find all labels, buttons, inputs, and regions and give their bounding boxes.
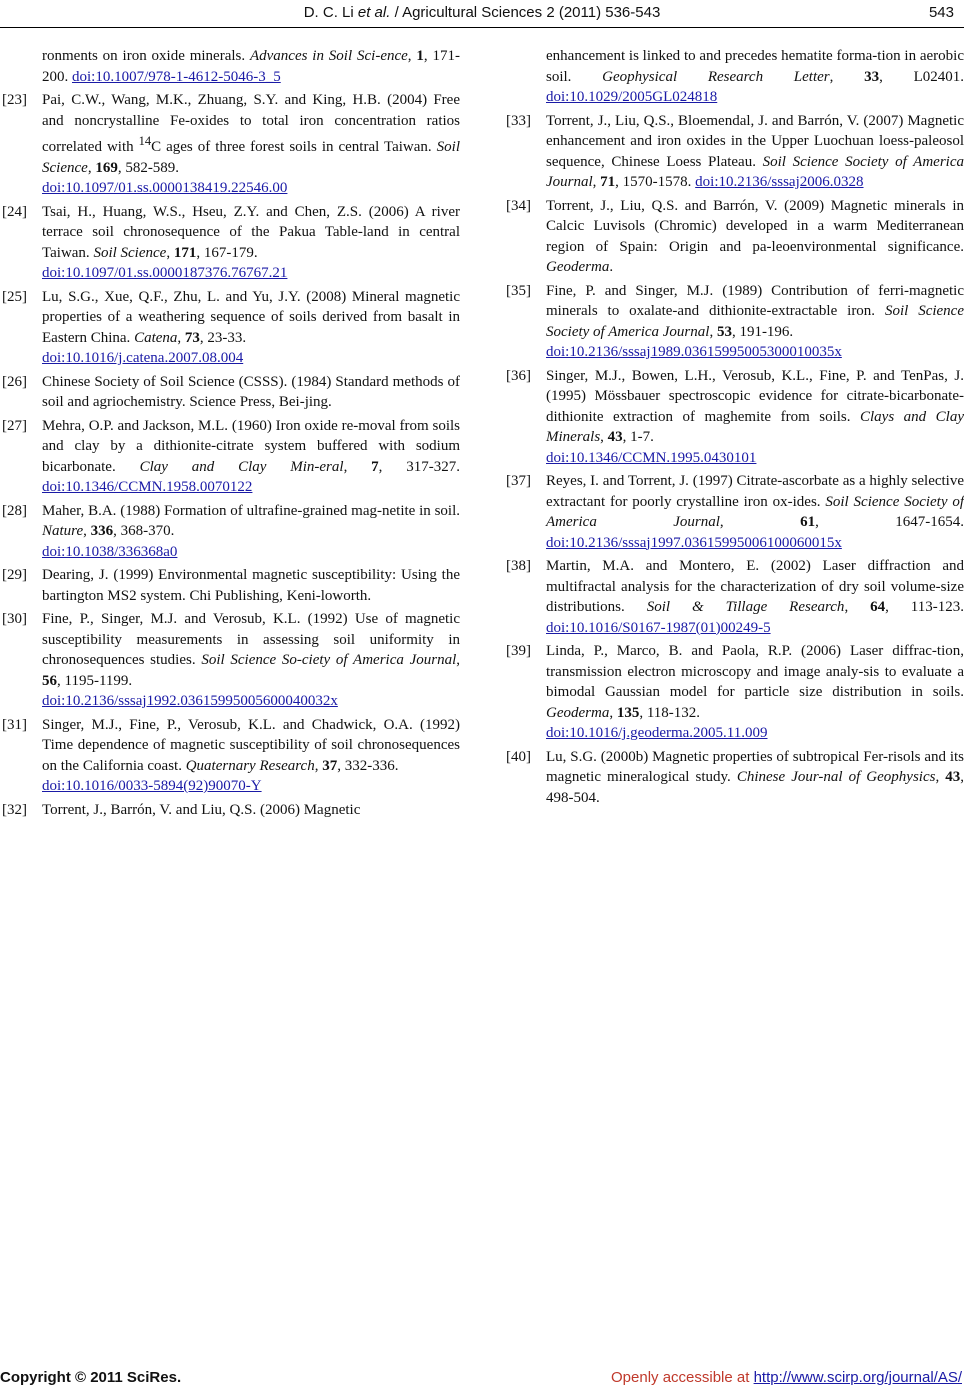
ref-journal: Soil Science <box>93 244 167 261</box>
ref-pages: , 582-589. <box>117 159 180 176</box>
right-column <box>506 46 964 811</box>
reference-item <box>506 366 964 469</box>
ref-text: Chinese Society of Soil Science (CSSS). (1984) Standard methods of soil and agriochemistry. Science Press, Bei-jing. <box>42 373 460 410</box>
header-journal: / Agricultural Sciences 2 (2011) 536-543 <box>394 4 661 21</box>
reference-item <box>2 715 460 797</box>
reference-item <box>2 287 460 369</box>
ref-pages: , 23-33. <box>199 329 247 346</box>
reference-number: [29] <box>2 567 27 583</box>
ref-sep: , <box>844 599 871 615</box>
reference-item <box>506 196 964 278</box>
ref-pages: , 1-7. <box>622 429 654 445</box>
ref-text: Dearing, J. (1999) Environmental magnetic susceptibility: Using the bartington MS2 system. Chi Publishing, Keni-loworth. <box>42 567 460 604</box>
ref-sep: , <box>600 429 608 445</box>
ref-pages: , 118-132. <box>639 704 701 721</box>
reference-number: [25] <box>2 288 27 305</box>
ref-text: C ages of three forest soils in central Taiwan. <box>151 139 437 155</box>
ref-text: Fine, P. and Singer, M.J. (1989) Contribution of ferri-magnetic minerals to oxalate-and dithionite-extractable iron. <box>546 282 964 319</box>
reference-number: [37] <box>506 473 531 489</box>
ref-volume: 33 <box>864 68 880 85</box>
ref-pages: , 167-179. <box>196 244 258 261</box>
ref-sep: , <box>343 458 372 475</box>
header-authors: D. C. Li <box>303 4 354 21</box>
doi-link[interactable]: doi:10.2136/sssaj2006.0328 <box>695 174 864 190</box>
ref-pages: , 317-327. <box>378 458 461 475</box>
ref-journal: Quaternary Research <box>185 757 315 774</box>
doi-link[interactable]: doi:10.2136/sssaj1997.03615995006100060015x <box>546 534 842 551</box>
doi-link[interactable]: doi:10.2136/sssaj1992.03615995005600040032x <box>42 693 338 709</box>
doi-link[interactable]: doi:10.1346/CCMN.1995.0430101 <box>546 449 757 466</box>
doi-link[interactable]: doi:10.1007/978-1-4612-5046-3_5 <box>72 68 281 85</box>
doi-link[interactable]: doi:10.1029/2005GL024818 <box>546 89 718 105</box>
doi-link[interactable]: doi:10.1016/0033-5894(92)90070-Y <box>42 778 262 794</box>
reference-number: [40] <box>506 748 531 765</box>
ref-sep: , <box>87 159 96 176</box>
ref-volume: 43 <box>607 429 623 445</box>
open-access-note <box>611 1369 962 1386</box>
reference-number: [33] <box>506 112 531 129</box>
reference-number: [38] <box>506 558 531 574</box>
ref-pages: , 498-504. <box>546 769 964 806</box>
reference-item <box>2 609 460 712</box>
ref-journal: Geoderma <box>546 704 610 721</box>
ref-sep: , <box>935 769 946 785</box>
ref-volume: 169 <box>95 159 118 176</box>
ref-journal: Advances in Soil Sci-ence <box>249 48 408 64</box>
ref-journal: Clay and Clay Min-eral <box>139 458 344 475</box>
page-number: 543 <box>928 4 954 21</box>
ref-pages: , 368-370. <box>113 523 175 539</box>
ref-pages: , 332-336. <box>337 757 399 774</box>
ref-sep: , <box>83 523 91 539</box>
ref-sep: , <box>166 244 174 261</box>
ref-journal: Soil Science <box>42 139 460 176</box>
ref-pages: , 113-123. <box>885 599 964 615</box>
continued-reference <box>506 46 964 108</box>
reference-item <box>506 556 964 638</box>
ref-sep: , <box>609 704 617 721</box>
ref-text: Tsai, H., Huang, W.S., Hseu, Z.Y. and Chen, Z.S. (2006) A river terrace soil chronosequence of the Pakua Table-land in central Taiwan. <box>42 203 460 261</box>
reference-number: [23] <box>2 92 27 108</box>
ref-pages: , 171-200. <box>42 48 461 85</box>
ref-journal: Soil Science Society of America Journal <box>546 493 964 530</box>
ref-pages: , 1570-1578. <box>615 174 696 190</box>
page-footer <box>0 1369 964 1389</box>
open-access-text: Openly accessible at <box>611 1369 754 1386</box>
ref-text: Torrent, J., Liu, Q.S. and Barrón, V. (2009) Magnetic minerals in Calcic Luvisols (Chromic) developed in a warm Mediterranean region of Spain: Origin and pa-leoenvironmental significance. <box>546 197 964 255</box>
continued-reference <box>2 46 460 87</box>
ref-volume: 64 <box>870 599 886 615</box>
reference-item <box>2 800 460 821</box>
ref-journal: Soil Science Society of America Journal <box>546 303 964 340</box>
header-etal: et al. <box>357 4 391 21</box>
ref-sep: , <box>829 68 865 85</box>
ref-text: Singer, M.J., Fine, P., Verosub, K.L. and Chadwick, O.A. (1992) Time dependence of magnetic susceptibility of soil chronosequences on the California coast. <box>42 716 460 774</box>
reference-item <box>2 372 460 413</box>
ref-text: Singer, M.J., Bowen, L.H., Verosub, K.L., Fine, P. and TenPas, J. (1995) Mössbauer spectroscopic evidence for citrate-bicarbonate-dithionite extraction of maghemite from soils. <box>546 367 964 425</box>
reference-number: [24] <box>2 203 27 220</box>
reference-item <box>2 565 460 606</box>
copyright: Copyright © 2011 SciRes. <box>0 1369 182 1386</box>
doi-link[interactable]: doi:10.1016/j.geoderma.2005.11.009 <box>546 725 768 741</box>
doi-link[interactable]: doi:10.1097/01.ss.0000138419.22546.00 <box>42 180 288 196</box>
ref-journal: Geoderma <box>546 259 610 275</box>
ref-volume: 1 <box>416 48 424 64</box>
journal-url-link[interactable]: http://www.scirp.org/journal/AS/ <box>753 1369 962 1386</box>
ref-sep: , <box>456 652 460 668</box>
doi-link[interactable]: doi:10.1016/S0167-1987(01)00249-5 <box>546 619 771 636</box>
ref-text: Reyes, I. and Torrent, J. (1997) Citrate-ascorbate as a highly selective extractant for poorly crystalline iron ox-ides. <box>546 473 964 510</box>
ref-journal: Clays and Clay Minerals <box>546 408 964 445</box>
ref-volume: 71 <box>600 174 616 190</box>
ref-volume: 171 <box>173 244 197 261</box>
ref-sep: , <box>407 48 417 64</box>
ref-volume: 53 <box>716 323 732 340</box>
ref-text: Torrent, J., Barrón, V. and Liu, Q.S. (2006) Magnetic <box>42 801 361 818</box>
ref-text: Mehra, O.P. and Jackson, M.L. (1960) Iron oxide re-moval from soils and clay by a dithionite-citrate system buffered with sodium bicarbonate. <box>42 417 460 475</box>
reference-number: [39] <box>506 643 531 659</box>
doi-link[interactable]: doi:10.1097/01.ss.0000187376.76767.21 <box>42 265 288 281</box>
reference-number: [32] <box>2 801 27 818</box>
ref-journal: Nature <box>42 523 84 539</box>
ref-sep: , <box>177 329 185 346</box>
reference-number: [36] <box>506 367 531 384</box>
ref-sep: , <box>719 514 801 530</box>
reference-item <box>506 747 964 809</box>
ref-sep: , <box>592 174 601 190</box>
ref-sep: , <box>709 323 717 340</box>
ref-text: Lu, S.G. (2000b) Magnetic properties of subtropical Fer-risols and its magnetic mineralogical study. <box>546 748 964 785</box>
reference-number: [34] <box>506 197 531 214</box>
reference-number: [28] <box>2 502 27 519</box>
reference-list-left <box>2 90 460 820</box>
reference-item <box>2 501 460 563</box>
left-column <box>2 46 460 823</box>
ref-text: Maher, B.A. (1988) Formation of ultrafine-grained mag-netite in soil. <box>42 502 460 519</box>
ref-pages: , 1195-1199. <box>57 672 133 689</box>
ref-journal: Chinese Jour-nal of Geophysics <box>736 769 936 785</box>
ref-journal: Geophysical Research Letter <box>602 68 830 85</box>
ref-text: Martin, M.A. and Montero, E. (2002) Laser diffraction and multifractal analysis for the characterization of dry soil volume-size distributions. <box>546 558 964 615</box>
ref-journal: Catena <box>134 329 178 346</box>
reference-number: [35] <box>506 282 531 299</box>
ref-volume: 135 <box>616 704 640 721</box>
reference-item <box>506 641 964 744</box>
ref-text: Torrent, J., Liu, Q.S., Bloemendal, J. and Barrón, V. (2007) Magnetic enhancement and iron oxides in the Upper Luochuan loess-paleosol sequence, Chinese Loess Plateau. <box>546 112 964 170</box>
ref-pages: , 1647-1654. <box>815 514 964 530</box>
ref-volume: 37 <box>322 757 338 774</box>
header-rule <box>0 27 964 28</box>
reference-item <box>2 90 460 199</box>
ref-text: Linda, P., Marco, B. and Paola, R.P. (2006) Laser diffrac-tion, transmission electron microscopy and image analy-sis to evaluate a bimodal Gaussian model for particle size distribution in soils. <box>546 643 964 700</box>
page-header <box>0 0 964 24</box>
reference-item <box>506 281 964 363</box>
reference-item <box>2 416 460 498</box>
doi-link[interactable]: doi:10.1038/336368a0 <box>42 543 178 560</box>
reference-list-right <box>506 111 964 809</box>
ref-journal: Soil Science So-ciety of America Journal <box>201 652 457 668</box>
ref-journal: Soil Science Society of America Journal <box>546 153 964 190</box>
ref-superscript: 14 <box>138 134 152 148</box>
ref-text: ronments on iron oxide minerals. <box>42 48 250 64</box>
reference-item <box>506 471 964 553</box>
ref-volume: 336 <box>90 523 114 539</box>
reference-number: [31] <box>2 716 27 733</box>
ref-sep: , <box>314 757 323 774</box>
ref-volume: 56 <box>42 672 57 689</box>
ref-volume: 73 <box>184 329 200 346</box>
ref-text: Fine, P., Singer, M.J. and Verosub, K.L. (1992) Use of magnetic susceptibility measurements in assessing soil uniformity in chronosequences studies. <box>42 611 460 668</box>
doi-link[interactable]: doi:10.1016/j.catena.2007.08.004 <box>42 350 244 366</box>
ref-text: Lu, S.G., Xue, Q.F., Zhu, L. and Yu, J.Y. (2008) Mineral magnetic properties of a weathering sequence of soils derived from basalt in Eastern China. <box>42 288 460 346</box>
doi-link[interactable]: doi:10.1346/CCMN.1958.0070122 <box>42 479 253 495</box>
reference-item <box>506 111 964 193</box>
ref-pages: , L02401. <box>879 68 964 85</box>
ref-text: enhancement is linked to and precedes hematite forma-tion in aerobic soil. <box>546 48 964 85</box>
running-title <box>0 4 964 21</box>
ref-volume: 61 <box>800 514 816 530</box>
reference-item <box>2 202 460 284</box>
ref-pages: , 191-196. <box>731 323 794 340</box>
reference-number: [27] <box>2 417 27 434</box>
ref-volume: 7 <box>371 458 379 475</box>
reference-number: [26] <box>2 373 27 390</box>
ref-text: Pai, C.W., Wang, M.K., Zhuang, S.Y. and King, H.B. (2004) Free and noncrystalline Fe-oxides to total iron concentration ratios correlated with <box>42 92 460 155</box>
reference-number: [30] <box>2 611 27 627</box>
ref-journal: Soil & Tillage Research <box>646 599 845 615</box>
ref-volume: 43 <box>945 769 961 785</box>
ref-pages: . <box>609 259 614 275</box>
doi-link[interactable]: doi:10.2136/sssaj1989.03615995005300010035x <box>546 344 842 360</box>
